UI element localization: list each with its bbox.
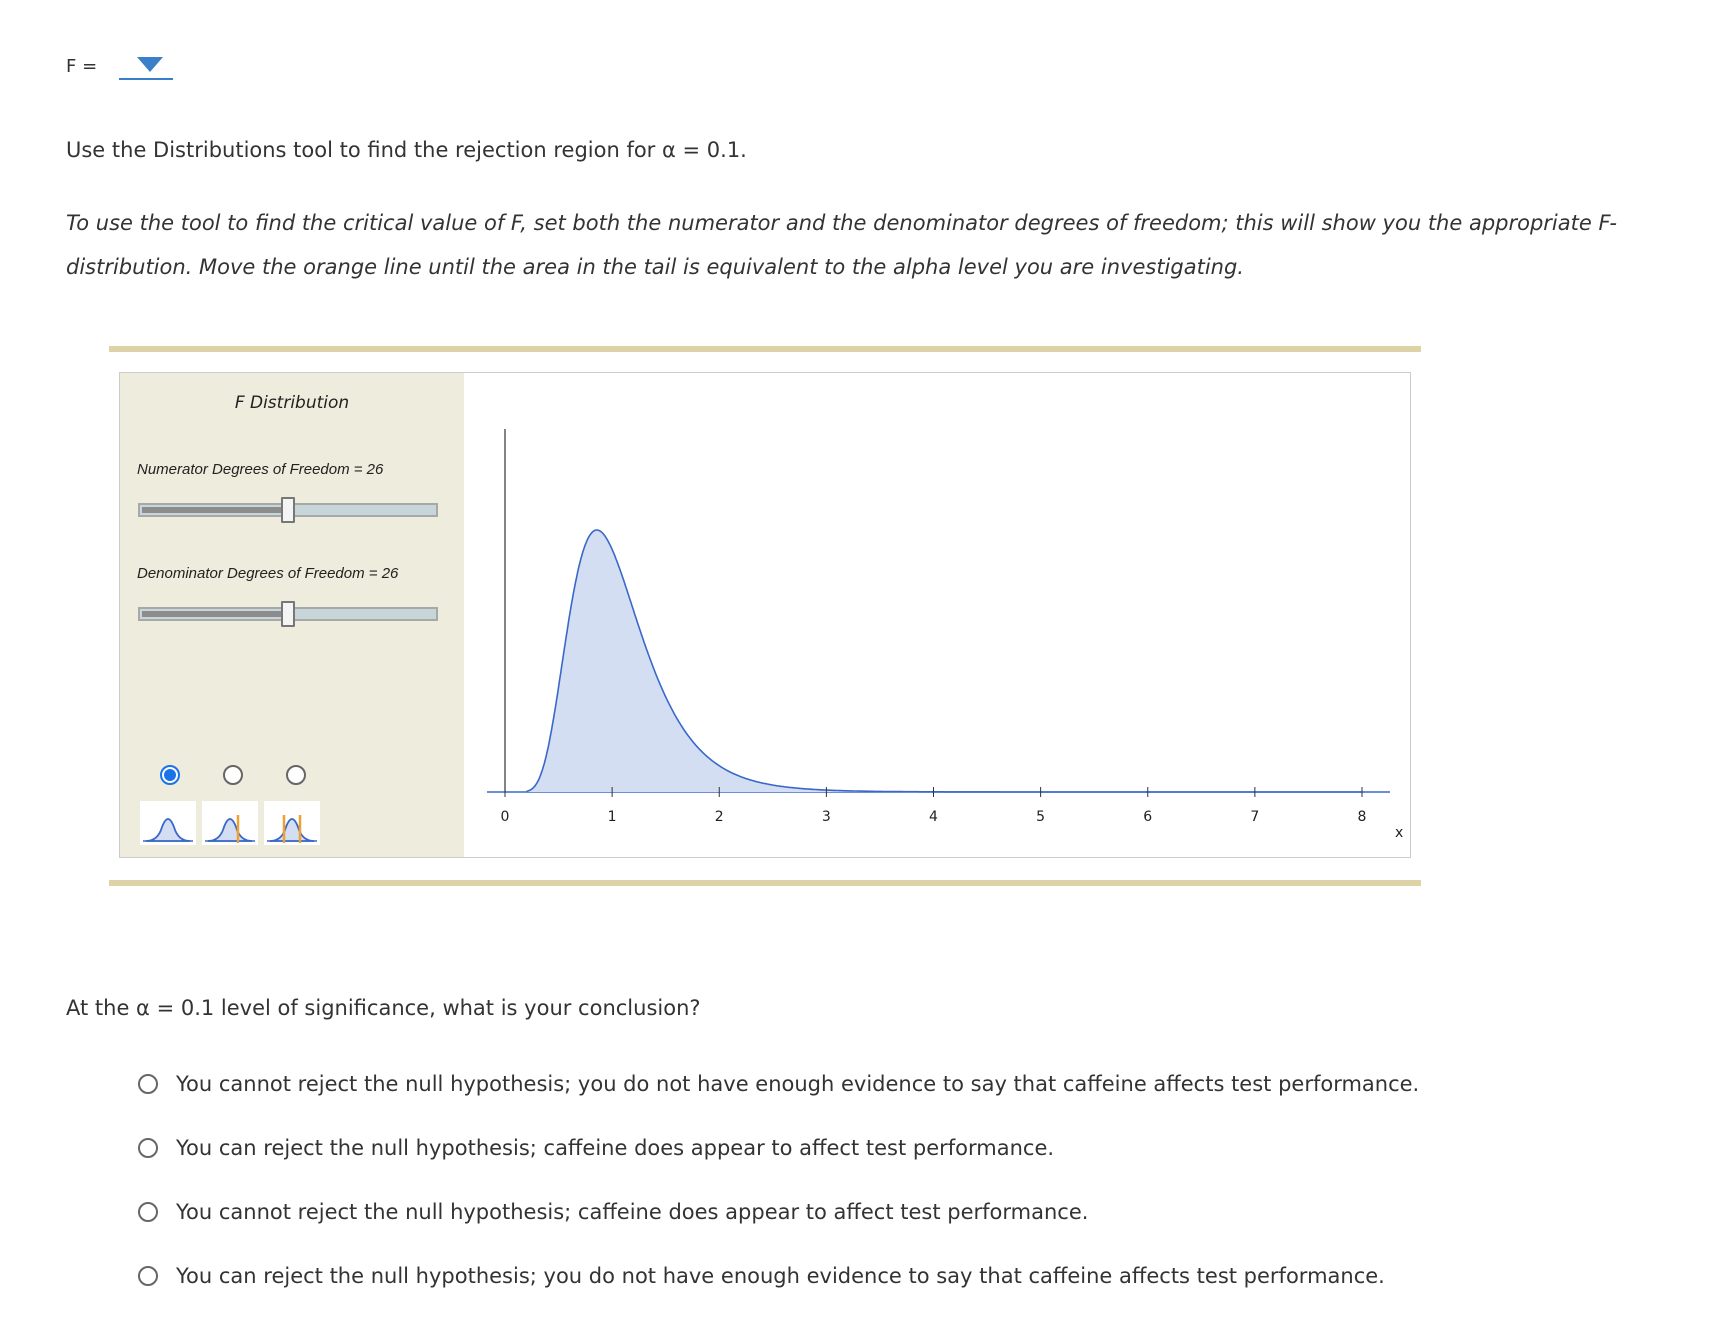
conclusion-option-1[interactable] — [138, 1072, 1419, 1096]
conclusion-option-3[interactable] — [138, 1200, 1088, 1224]
option-1-text: You cannot reject the null hypothesis; you do not have enough evidence to say that caffeine affects test performance. — [176, 1072, 1420, 1096]
option-4-radio[interactable] — [138, 1266, 158, 1286]
x-tick-label-6: 6 — [1143, 809, 1153, 825]
x-tick-label-4: 4 — [929, 809, 938, 825]
x-tick-label-2: 2 — [714, 809, 724, 825]
x-tick-label-7: 7 — [1250, 809, 1260, 825]
f-value-dropdown[interactable] — [119, 52, 173, 80]
x-axis-label: x — [1395, 825, 1404, 841]
answer-row — [66, 52, 173, 80]
two-tail-mode-icon[interactable] — [264, 801, 320, 845]
denominator-df-slider[interactable] — [138, 607, 438, 621]
tool-instruction-text: To use the tool to find the critical value of F, set both the numerator and the denominator degrees of freedom; this will show you the appropriate F-distribution. Move the orange line until the area in the tail is equivalent to the alpha level you are investigating. — [66, 211, 1617, 279]
option-4-text: You can reject the null hypothesis; you do not have enough evidence to say that caffeine affects test performance. — [176, 1264, 1385, 1288]
control-panel — [120, 373, 464, 857]
numerator-slider-thumb[interactable] — [281, 497, 295, 523]
tool-top-border — [109, 346, 1421, 352]
mode-radio-one-tail[interactable] — [223, 765, 243, 785]
numerator-slider-fill — [142, 507, 288, 513]
mode-radio-two-tail[interactable] — [286, 765, 306, 785]
denominator-slider-thumb[interactable] — [281, 601, 295, 627]
x-tick-label-1: 1 — [607, 809, 617, 825]
answer-label: F = — [66, 55, 98, 77]
x-tick-label-5: 5 — [1036, 809, 1046, 825]
instruction-text: Use the Distributions tool to find the rejection region for α = 0.1. — [66, 138, 747, 162]
distribution-tool — [119, 372, 1411, 858]
numerator-df-slider[interactable] — [138, 503, 438, 517]
x-tick-label-0: 0 — [500, 809, 510, 825]
option-3-text: You cannot reject the null hypothesis; caffeine does appear to affect test performance. — [176, 1200, 1089, 1224]
conclusion-question: At the α = 0.1 level of significance, what is your conclusion? — [66, 996, 701, 1020]
tool-bottom-border — [109, 880, 1421, 886]
option-3-radio[interactable] — [138, 1202, 158, 1222]
x-tick-label-3: 3 — [821, 809, 831, 825]
tool-title: F Distribution — [234, 393, 350, 413]
curve-mode-icon[interactable] — [140, 801, 196, 845]
denominator-df-label: Denominator Degrees of Freedom = 26 — [137, 565, 399, 582]
option-2-radio[interactable] — [138, 1138, 158, 1158]
x-tick-label-8: 8 — [1357, 809, 1367, 825]
option-1-radio[interactable] — [138, 1074, 158, 1094]
conclusion-option-4[interactable] — [138, 1264, 1385, 1288]
numerator-df-label: Numerator Degrees of Freedom = 26 — [137, 461, 384, 478]
one-tail-mode-icon[interactable] — [202, 801, 258, 845]
denominator-slider-fill — [142, 611, 288, 617]
f-distribution-chart — [464, 373, 1410, 857]
option-2-text: You can reject the null hypothesis; caffeine does appear to affect test performance. — [176, 1136, 1055, 1160]
conclusion-option-2[interactable] — [138, 1136, 1054, 1160]
mode-radio-curve[interactable] — [160, 765, 180, 785]
caret-down-icon — [137, 57, 163, 72]
density-area — [526, 530, 1362, 792]
